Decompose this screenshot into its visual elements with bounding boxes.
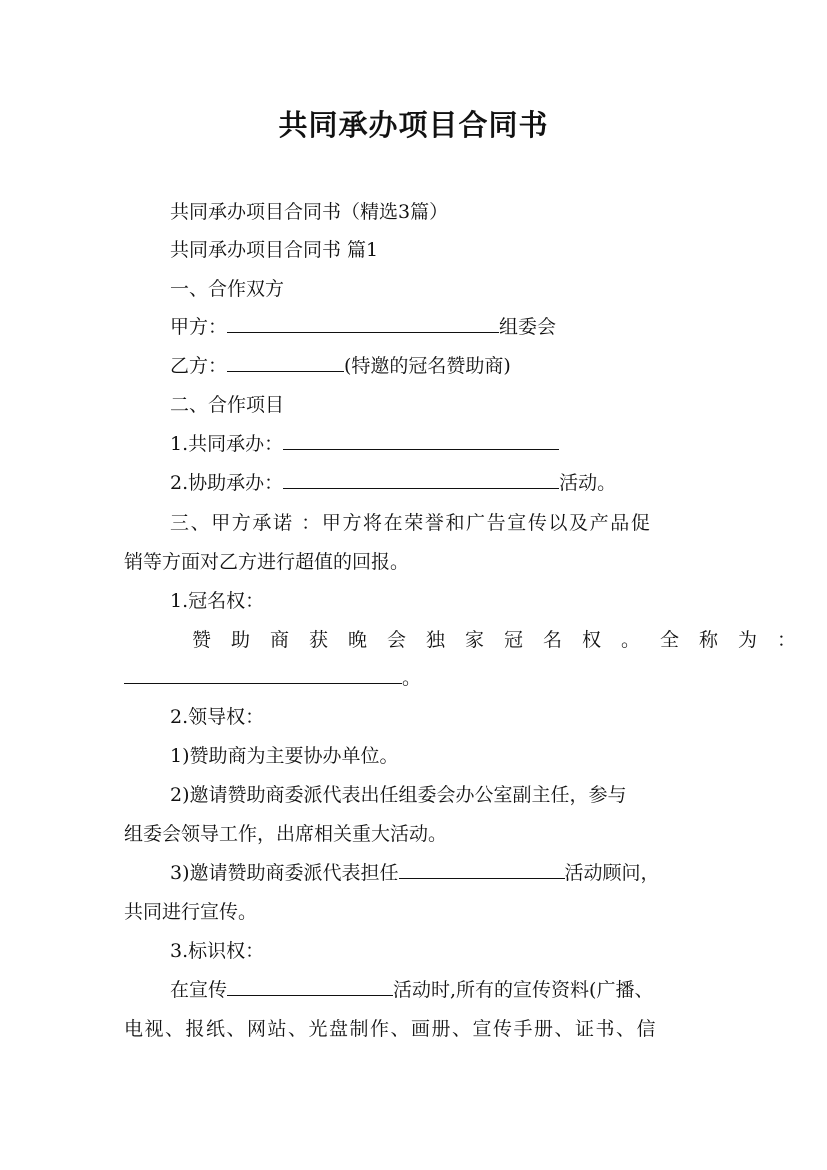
advisor-suffix: 活动顾问， — [564, 862, 660, 884]
paragraph-line: 3.标识权： — [170, 940, 265, 962]
promotion-line — [170, 977, 653, 1003]
paragraph-line: 2)邀请赞助商委派代表出任组委会办公室副主任，参与 — [170, 784, 627, 806]
paragraph-line: 共同进行宣传。 — [124, 901, 258, 923]
party-b-suffix: (特邀的冠名赞助商) — [344, 355, 511, 377]
paragraph-line: 共同承办项目合同书 篇1 — [170, 239, 379, 261]
advisor-line — [170, 860, 660, 886]
party-a-suffix: 组委会 — [499, 316, 557, 338]
co-host-line — [170, 431, 559, 457]
blank-underline — [227, 977, 393, 996]
section-heading: 一、合作双方 — [170, 278, 285, 300]
paragraph-line: 三、甲方承诺 ：甲方将在荣誉和广告宣传以及产品促 — [170, 512, 652, 534]
paragraph-line: 电视、报纸、网站、光盘制作、画册、宣传手册、证书、信 — [124, 1018, 658, 1040]
blank-line — [124, 665, 421, 691]
paragraph-line: 组委会领导工作，出席相关重大活动。 — [124, 823, 448, 845]
paragraph-line: 赞助商获晚会独家冠名权。全称为： — [192, 629, 817, 651]
line-suffix: 。 — [402, 667, 422, 689]
assist-host-label: 2.协助承办： — [170, 472, 284, 494]
paragraph-line: 1)赞助商为主要协办单位。 — [170, 745, 399, 767]
blank-underline — [124, 665, 402, 684]
party-a-line — [170, 314, 556, 340]
page-title: 共同承办项目合同书 — [278, 108, 549, 142]
paragraph-line: 销等方面对乙方进行超值的回报。 — [124, 551, 410, 573]
blank-underline — [283, 431, 559, 450]
assist-host-suffix: 活动。 — [559, 472, 617, 494]
party-b-line — [170, 353, 511, 379]
advisor-label: 3)邀请赞助商委派代表担任 — [170, 862, 399, 884]
promotion-label: 在宣传 — [170, 979, 228, 1001]
assist-host-line — [170, 470, 616, 496]
promotion-suffix: 活动时,所有的宣传资料(广播、 — [393, 979, 654, 1001]
blank-underline — [227, 314, 499, 333]
blank-underline — [227, 353, 344, 372]
paragraph-line: 2.领导权： — [170, 706, 265, 728]
paragraph-line: 共同承办项目合同书（精选3篇） — [170, 201, 449, 223]
co-host-label: 1.共同承办： — [170, 433, 284, 455]
blank-underline — [399, 860, 565, 879]
paragraph-line: 1.冠名权： — [170, 590, 265, 612]
party-a-label: 甲方： — [170, 316, 228, 338]
section-heading: 二、合作项目 — [170, 394, 285, 416]
party-b-label: 乙方： — [170, 355, 228, 377]
blank-underline — [283, 470, 559, 489]
